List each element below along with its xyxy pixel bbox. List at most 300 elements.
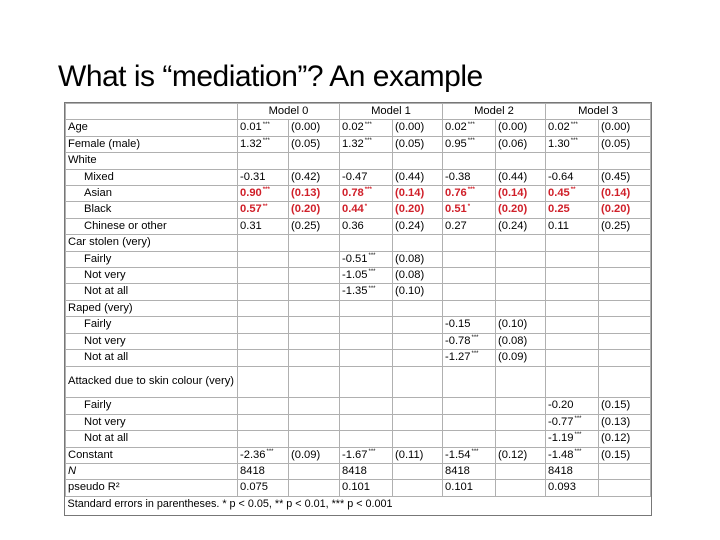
- standard-error-cell: [289, 447, 340, 463]
- row-label-text: pseudo R²: [68, 481, 120, 494]
- standard-error-cell: [496, 333, 546, 349]
- row-label-text: Black: [84, 203, 112, 216]
- row-label-text: White: [68, 154, 97, 167]
- table-row: [66, 268, 651, 284]
- coefficient-cell: [443, 153, 496, 169]
- standard-error-cell: [599, 431, 651, 447]
- standard-error-cell: [496, 186, 546, 202]
- coefficient-cell: [238, 317, 289, 333]
- model-header: Model 1: [340, 104, 443, 120]
- standard-error-cell: [496, 169, 546, 185]
- standard-error-cell: [599, 153, 651, 169]
- standard-error-cell: [393, 350, 443, 366]
- standard-error-cell: [599, 366, 651, 398]
- standard-error-value: (0.12): [498, 448, 528, 461]
- coefficient-value: -0.31: [240, 170, 266, 183]
- standard-error-cell: [393, 300, 443, 316]
- significance-stars: ***: [262, 138, 270, 145]
- row-label-text: Not at all: [84, 432, 129, 445]
- coefficient-cell: [340, 251, 393, 267]
- significance-stars: ***: [570, 138, 578, 145]
- coefficient-value: 0.02: [548, 121, 570, 134]
- table-row: [66, 136, 651, 152]
- standard-error-cell: [393, 202, 443, 218]
- coefficient-cell: [238, 268, 289, 284]
- standard-error-cell: [496, 366, 546, 398]
- table-row: [66, 218, 651, 234]
- coefficient-cell: [238, 202, 289, 218]
- coefficient-value: 0.76: [445, 187, 467, 200]
- coefficient-cell: [546, 447, 599, 463]
- coefficient-cell: [238, 218, 289, 234]
- coefficient-cell: [340, 463, 393, 479]
- coefficient-cell: [546, 120, 599, 136]
- standard-error-value: (0.00): [498, 121, 528, 134]
- row-label: [66, 333, 238, 349]
- row-label: [66, 317, 238, 333]
- coefficient-cell: [443, 235, 496, 251]
- coefficient-value: 0.01: [240, 121, 262, 134]
- table-row: [66, 480, 651, 496]
- row-label: [66, 251, 238, 267]
- significance-stars: ***: [471, 448, 479, 455]
- coefficient-value: 1.32: [240, 137, 262, 150]
- table-row: [66, 463, 651, 479]
- coefficient-value: 0.075: [240, 481, 268, 494]
- coefficient-cell: [238, 366, 289, 398]
- row-label-text: Fairly: [84, 318, 112, 331]
- coefficient-value: 0.57: [240, 203, 262, 216]
- row-label-text: Asian: [84, 187, 112, 200]
- standard-error-cell: [599, 186, 651, 202]
- regression-table-container: [64, 102, 652, 516]
- row-label: [66, 186, 238, 202]
- standard-error-cell: [289, 251, 340, 267]
- standard-error-cell: [289, 300, 340, 316]
- coefficient-cell: [443, 333, 496, 349]
- standard-error-value: (0.20): [601, 203, 631, 216]
- row-label: [66, 169, 238, 185]
- standard-error-cell: [496, 414, 546, 430]
- standard-error-value: (0.00): [601, 121, 631, 134]
- standard-error-cell: [393, 218, 443, 234]
- coefficient-value: 0.51: [445, 203, 467, 216]
- standard-error-cell: [393, 431, 443, 447]
- coefficient-value: 8418: [548, 464, 573, 477]
- coefficient-cell: [546, 235, 599, 251]
- standard-error-cell: [496, 136, 546, 152]
- row-label: [66, 431, 238, 447]
- coefficient-value: 0.101: [445, 481, 473, 494]
- standard-error-value: (0.08): [395, 269, 425, 282]
- coefficient-cell: [340, 431, 393, 447]
- standard-error-cell: [289, 235, 340, 251]
- coefficient-value: -2.36: [240, 448, 266, 461]
- coefficient-cell: [238, 414, 289, 430]
- row-label-text: Not very: [84, 269, 126, 282]
- coefficient-cell: [443, 447, 496, 463]
- significance-stars: ***: [266, 448, 274, 455]
- table-row: [66, 431, 651, 447]
- coefficient-cell: [340, 398, 393, 414]
- significance-stars: ***: [364, 138, 372, 145]
- standard-error-cell: [289, 120, 340, 136]
- coefficient-cell: [443, 431, 496, 447]
- standard-error-cell: [393, 284, 443, 300]
- standard-error-value: (0.42): [291, 170, 321, 183]
- significance-stars: ***: [368, 269, 376, 276]
- standard-error-cell: [289, 284, 340, 300]
- row-label-text: Mixed: [84, 170, 114, 183]
- coefficient-cell: [546, 153, 599, 169]
- standard-error-value: (0.00): [395, 121, 425, 134]
- coefficient-cell: [340, 136, 393, 152]
- standard-error-cell: [599, 218, 651, 234]
- standard-error-value: (0.45): [601, 170, 631, 183]
- standard-error-value: (0.25): [291, 219, 321, 232]
- significance-stars: ***: [467, 138, 475, 145]
- coefficient-cell: [238, 136, 289, 152]
- significance-stars: ***: [368, 448, 376, 455]
- standard-error-value: (0.12): [601, 432, 631, 445]
- standard-error-cell: [289, 136, 340, 152]
- coefficient-cell: [340, 153, 393, 169]
- coefficient-value: -0.77: [548, 415, 574, 428]
- significance-stars: ***: [471, 334, 479, 341]
- standard-error-value: (0.10): [395, 285, 425, 298]
- standard-error-cell: [496, 251, 546, 267]
- standard-error-cell: [599, 120, 651, 136]
- standard-error-cell: [599, 235, 651, 251]
- coefficient-cell: [443, 136, 496, 152]
- table-row: [66, 153, 651, 169]
- standard-error-cell: [496, 300, 546, 316]
- coefficient-cell: [443, 317, 496, 333]
- significance-stars: **: [570, 187, 576, 194]
- standard-error-cell: [289, 317, 340, 333]
- standard-error-value: (0.05): [601, 137, 631, 150]
- significance-stars: ***: [262, 121, 270, 128]
- table-row: [66, 366, 651, 398]
- row-label-text: Not at all: [84, 285, 129, 298]
- standard-error-cell: [393, 480, 443, 496]
- coefficient-cell: [340, 202, 393, 218]
- table-row: [66, 202, 651, 218]
- standard-error-cell: [496, 431, 546, 447]
- coefficient-cell: [238, 251, 289, 267]
- standard-error-cell: [599, 414, 651, 430]
- row-label: [66, 366, 238, 398]
- coefficient-value: -1.35: [342, 285, 368, 298]
- coefficient-value: 8418: [445, 464, 470, 477]
- row-label-text: Raped (very): [68, 301, 133, 314]
- coefficient-cell: [340, 235, 393, 251]
- coefficient-cell: [238, 284, 289, 300]
- coefficient-cell: [546, 300, 599, 316]
- standard-error-cell: [393, 333, 443, 349]
- coefficient-cell: [546, 350, 599, 366]
- coefficient-cell: [546, 463, 599, 479]
- coefficient-cell: [340, 120, 393, 136]
- standard-error-value: (0.15): [601, 448, 631, 461]
- coefficient-cell: [238, 431, 289, 447]
- coefficient-cell: [238, 153, 289, 169]
- coefficient-cell: [340, 480, 393, 496]
- standard-error-cell: [599, 136, 651, 152]
- coefficient-cell: [546, 317, 599, 333]
- coefficient-cell: [443, 218, 496, 234]
- standard-error-value: (0.08): [498, 334, 528, 347]
- standard-error-cell: [599, 169, 651, 185]
- standard-error-cell: [289, 480, 340, 496]
- coefficient-value: -0.15: [445, 318, 471, 331]
- coefficient-cell: [238, 333, 289, 349]
- row-label-text: Fairly: [84, 399, 112, 412]
- coefficient-cell: [340, 317, 393, 333]
- table-header-row: [66, 104, 651, 120]
- standard-error-cell: [599, 251, 651, 267]
- coefficient-value: 0.11: [548, 219, 569, 232]
- row-label: [66, 447, 238, 463]
- coefficient-value: 0.02: [445, 121, 467, 134]
- significance-stars: *: [467, 203, 471, 210]
- coefficient-value: 0.78: [342, 187, 364, 200]
- standard-error-cell: [393, 447, 443, 463]
- table-row: [66, 251, 651, 267]
- coefficient-cell: [238, 480, 289, 496]
- table-footnote: Standard errors in parentheses. * p < 0.05, ** p < 0.01, *** p < 0.001: [67, 497, 393, 510]
- coefficient-cell: [340, 366, 393, 398]
- slide-title: What is “mediation”? An example: [58, 60, 483, 93]
- coefficient-cell: [443, 251, 496, 267]
- coefficient-value: 0.45: [548, 187, 570, 200]
- standard-error-cell: [599, 350, 651, 366]
- row-label: [66, 235, 238, 251]
- coefficient-cell: [443, 120, 496, 136]
- coefficient-value: -1.27: [445, 351, 471, 364]
- coefficient-cell: [546, 186, 599, 202]
- standard-error-cell: [289, 463, 340, 479]
- model-header: Model 3: [546, 104, 651, 120]
- row-label: [66, 398, 238, 414]
- standard-error-cell: [289, 169, 340, 185]
- table-row: [66, 284, 651, 300]
- coefficient-cell: [340, 300, 393, 316]
- coefficient-cell: [443, 186, 496, 202]
- standard-error-value: (0.09): [498, 351, 528, 364]
- standard-error-cell: [599, 480, 651, 496]
- significance-stars: ***: [570, 121, 578, 128]
- row-label-text: Car stolen (very): [68, 236, 151, 249]
- significance-stars: ***: [574, 415, 582, 422]
- coefficient-value: 0.36: [342, 219, 364, 232]
- coefficient-value: 0.44: [342, 203, 364, 216]
- row-label-text: Not very: [84, 334, 126, 347]
- coefficient-cell: [238, 120, 289, 136]
- standard-error-cell: [393, 136, 443, 152]
- coefficient-value: -0.20: [548, 399, 574, 412]
- standard-error-cell: [393, 153, 443, 169]
- row-label-text: Attacked due to skin colour (very): [68, 375, 235, 388]
- standard-error-cell: [289, 431, 340, 447]
- row-label-text: Female (male): [68, 137, 141, 150]
- coefficient-cell: [238, 398, 289, 414]
- coefficient-value: -0.78: [445, 334, 471, 347]
- coefficient-cell: [443, 366, 496, 398]
- coefficient-cell: [443, 202, 496, 218]
- significance-stars: *: [364, 203, 368, 210]
- table-row: [66, 333, 651, 349]
- standard-error-cell: [289, 333, 340, 349]
- standard-error-cell: [496, 202, 546, 218]
- coefficient-cell: [238, 186, 289, 202]
- coefficient-cell: [443, 398, 496, 414]
- standard-error-value: (0.00): [291, 121, 321, 134]
- coefficient-cell: [546, 414, 599, 430]
- standard-error-cell: [496, 447, 546, 463]
- coefficient-value: -0.51: [342, 252, 368, 265]
- row-label-text: Age: [68, 121, 88, 134]
- row-label: [66, 284, 238, 300]
- significance-stars: ***: [364, 187, 372, 194]
- standard-error-value: (0.15): [601, 399, 631, 412]
- standard-error-cell: [289, 218, 340, 234]
- coefficient-cell: [238, 350, 289, 366]
- standard-error-value: (0.13): [291, 187, 321, 200]
- significance-stars: ***: [574, 432, 582, 439]
- coefficient-value: 0.31: [240, 219, 262, 232]
- standard-error-cell: [599, 333, 651, 349]
- table-row: [66, 398, 651, 414]
- standard-error-value: (0.44): [498, 170, 528, 183]
- coefficient-value: 0.90: [240, 187, 262, 200]
- significance-stars: ***: [467, 187, 475, 194]
- coefficient-value: -1.05: [342, 269, 368, 282]
- row-label: [66, 153, 238, 169]
- standard-error-value: (0.06): [498, 137, 528, 150]
- row-label: [66, 463, 238, 479]
- table-row: [66, 414, 651, 430]
- table-row: [66, 235, 651, 251]
- standard-error-cell: [599, 300, 651, 316]
- coefficient-cell: [546, 398, 599, 414]
- coefficient-cell: [340, 268, 393, 284]
- coefficient-value: 0.02: [342, 121, 364, 134]
- standard-error-value: (0.24): [395, 219, 425, 232]
- standard-error-value: (0.05): [291, 137, 321, 150]
- coefficient-cell: [443, 268, 496, 284]
- row-label: [66, 202, 238, 218]
- standard-error-value: (0.09): [291, 448, 321, 461]
- coefficient-cell: [340, 414, 393, 430]
- coefficient-cell: [546, 218, 599, 234]
- coefficient-cell: [238, 447, 289, 463]
- standard-error-cell: [496, 480, 546, 496]
- coefficient-value: 0.101: [342, 481, 370, 494]
- coefficient-cell: [238, 235, 289, 251]
- standard-error-cell: [393, 398, 443, 414]
- standard-error-cell: [496, 235, 546, 251]
- coefficient-cell: [546, 251, 599, 267]
- standard-error-value: (0.24): [498, 219, 528, 232]
- row-label: [66, 136, 238, 152]
- standard-error-cell: [496, 350, 546, 366]
- coefficient-cell: [546, 136, 599, 152]
- coefficient-cell: [546, 169, 599, 185]
- row-label: [66, 268, 238, 284]
- row-label-text: Fairly: [84, 252, 112, 265]
- significance-stars: ***: [574, 448, 582, 455]
- standard-error-cell: [599, 284, 651, 300]
- row-label: [66, 120, 238, 136]
- coefficient-value: 0.27: [445, 219, 467, 232]
- standard-error-cell: [289, 414, 340, 430]
- coefficient-cell: [340, 350, 393, 366]
- standard-error-cell: [496, 153, 546, 169]
- coefficient-value: -1.67: [342, 448, 368, 461]
- standard-error-cell: [393, 366, 443, 398]
- coefficient-cell: [443, 480, 496, 496]
- standard-error-cell: [289, 153, 340, 169]
- row-label: [66, 300, 238, 316]
- coefficient-value: 8418: [342, 464, 367, 477]
- standard-error-value: (0.14): [601, 187, 631, 200]
- coefficient-cell: [238, 169, 289, 185]
- row-label-text: Not at all: [84, 351, 129, 364]
- significance-stars: ***: [364, 121, 372, 128]
- coefficient-value: -1.19: [548, 432, 574, 445]
- standard-error-cell: [289, 202, 340, 218]
- row-label: [66, 350, 238, 366]
- standard-error-cell: [496, 463, 546, 479]
- standard-error-cell: [393, 186, 443, 202]
- standard-error-cell: [393, 169, 443, 185]
- table-row: [66, 350, 651, 366]
- standard-error-cell: [393, 463, 443, 479]
- row-label-text: N: [68, 464, 77, 477]
- standard-error-cell: [289, 268, 340, 284]
- coefficient-cell: [546, 284, 599, 300]
- standard-error-cell: [496, 218, 546, 234]
- significance-stars: ***: [368, 285, 376, 292]
- standard-error-cell: [599, 398, 651, 414]
- standard-error-cell: [393, 268, 443, 284]
- standard-error-value: (0.13): [601, 415, 631, 428]
- significance-stars: **: [262, 203, 268, 210]
- standard-error-value: (0.20): [498, 203, 528, 216]
- coefficient-cell: [340, 186, 393, 202]
- standard-error-cell: [393, 317, 443, 333]
- coefficient-cell: [238, 300, 289, 316]
- standard-error-value: (0.25): [601, 219, 631, 232]
- coefficient-cell: [546, 268, 599, 284]
- standard-error-value: (0.44): [395, 170, 425, 183]
- coefficient-value: -0.38: [445, 170, 471, 183]
- standard-error-cell: [289, 398, 340, 414]
- standard-error-cell: [599, 317, 651, 333]
- standard-error-cell: [599, 447, 651, 463]
- row-label: [66, 480, 238, 496]
- row-label: [66, 414, 238, 430]
- table-row: [66, 317, 651, 333]
- coefficient-cell: [443, 350, 496, 366]
- table-row: [66, 186, 651, 202]
- standard-error-cell: [496, 398, 546, 414]
- table-row: [66, 169, 651, 185]
- coefficient-cell: [546, 366, 599, 398]
- standard-error-cell: [393, 251, 443, 267]
- standard-error-value: (0.10): [498, 318, 528, 331]
